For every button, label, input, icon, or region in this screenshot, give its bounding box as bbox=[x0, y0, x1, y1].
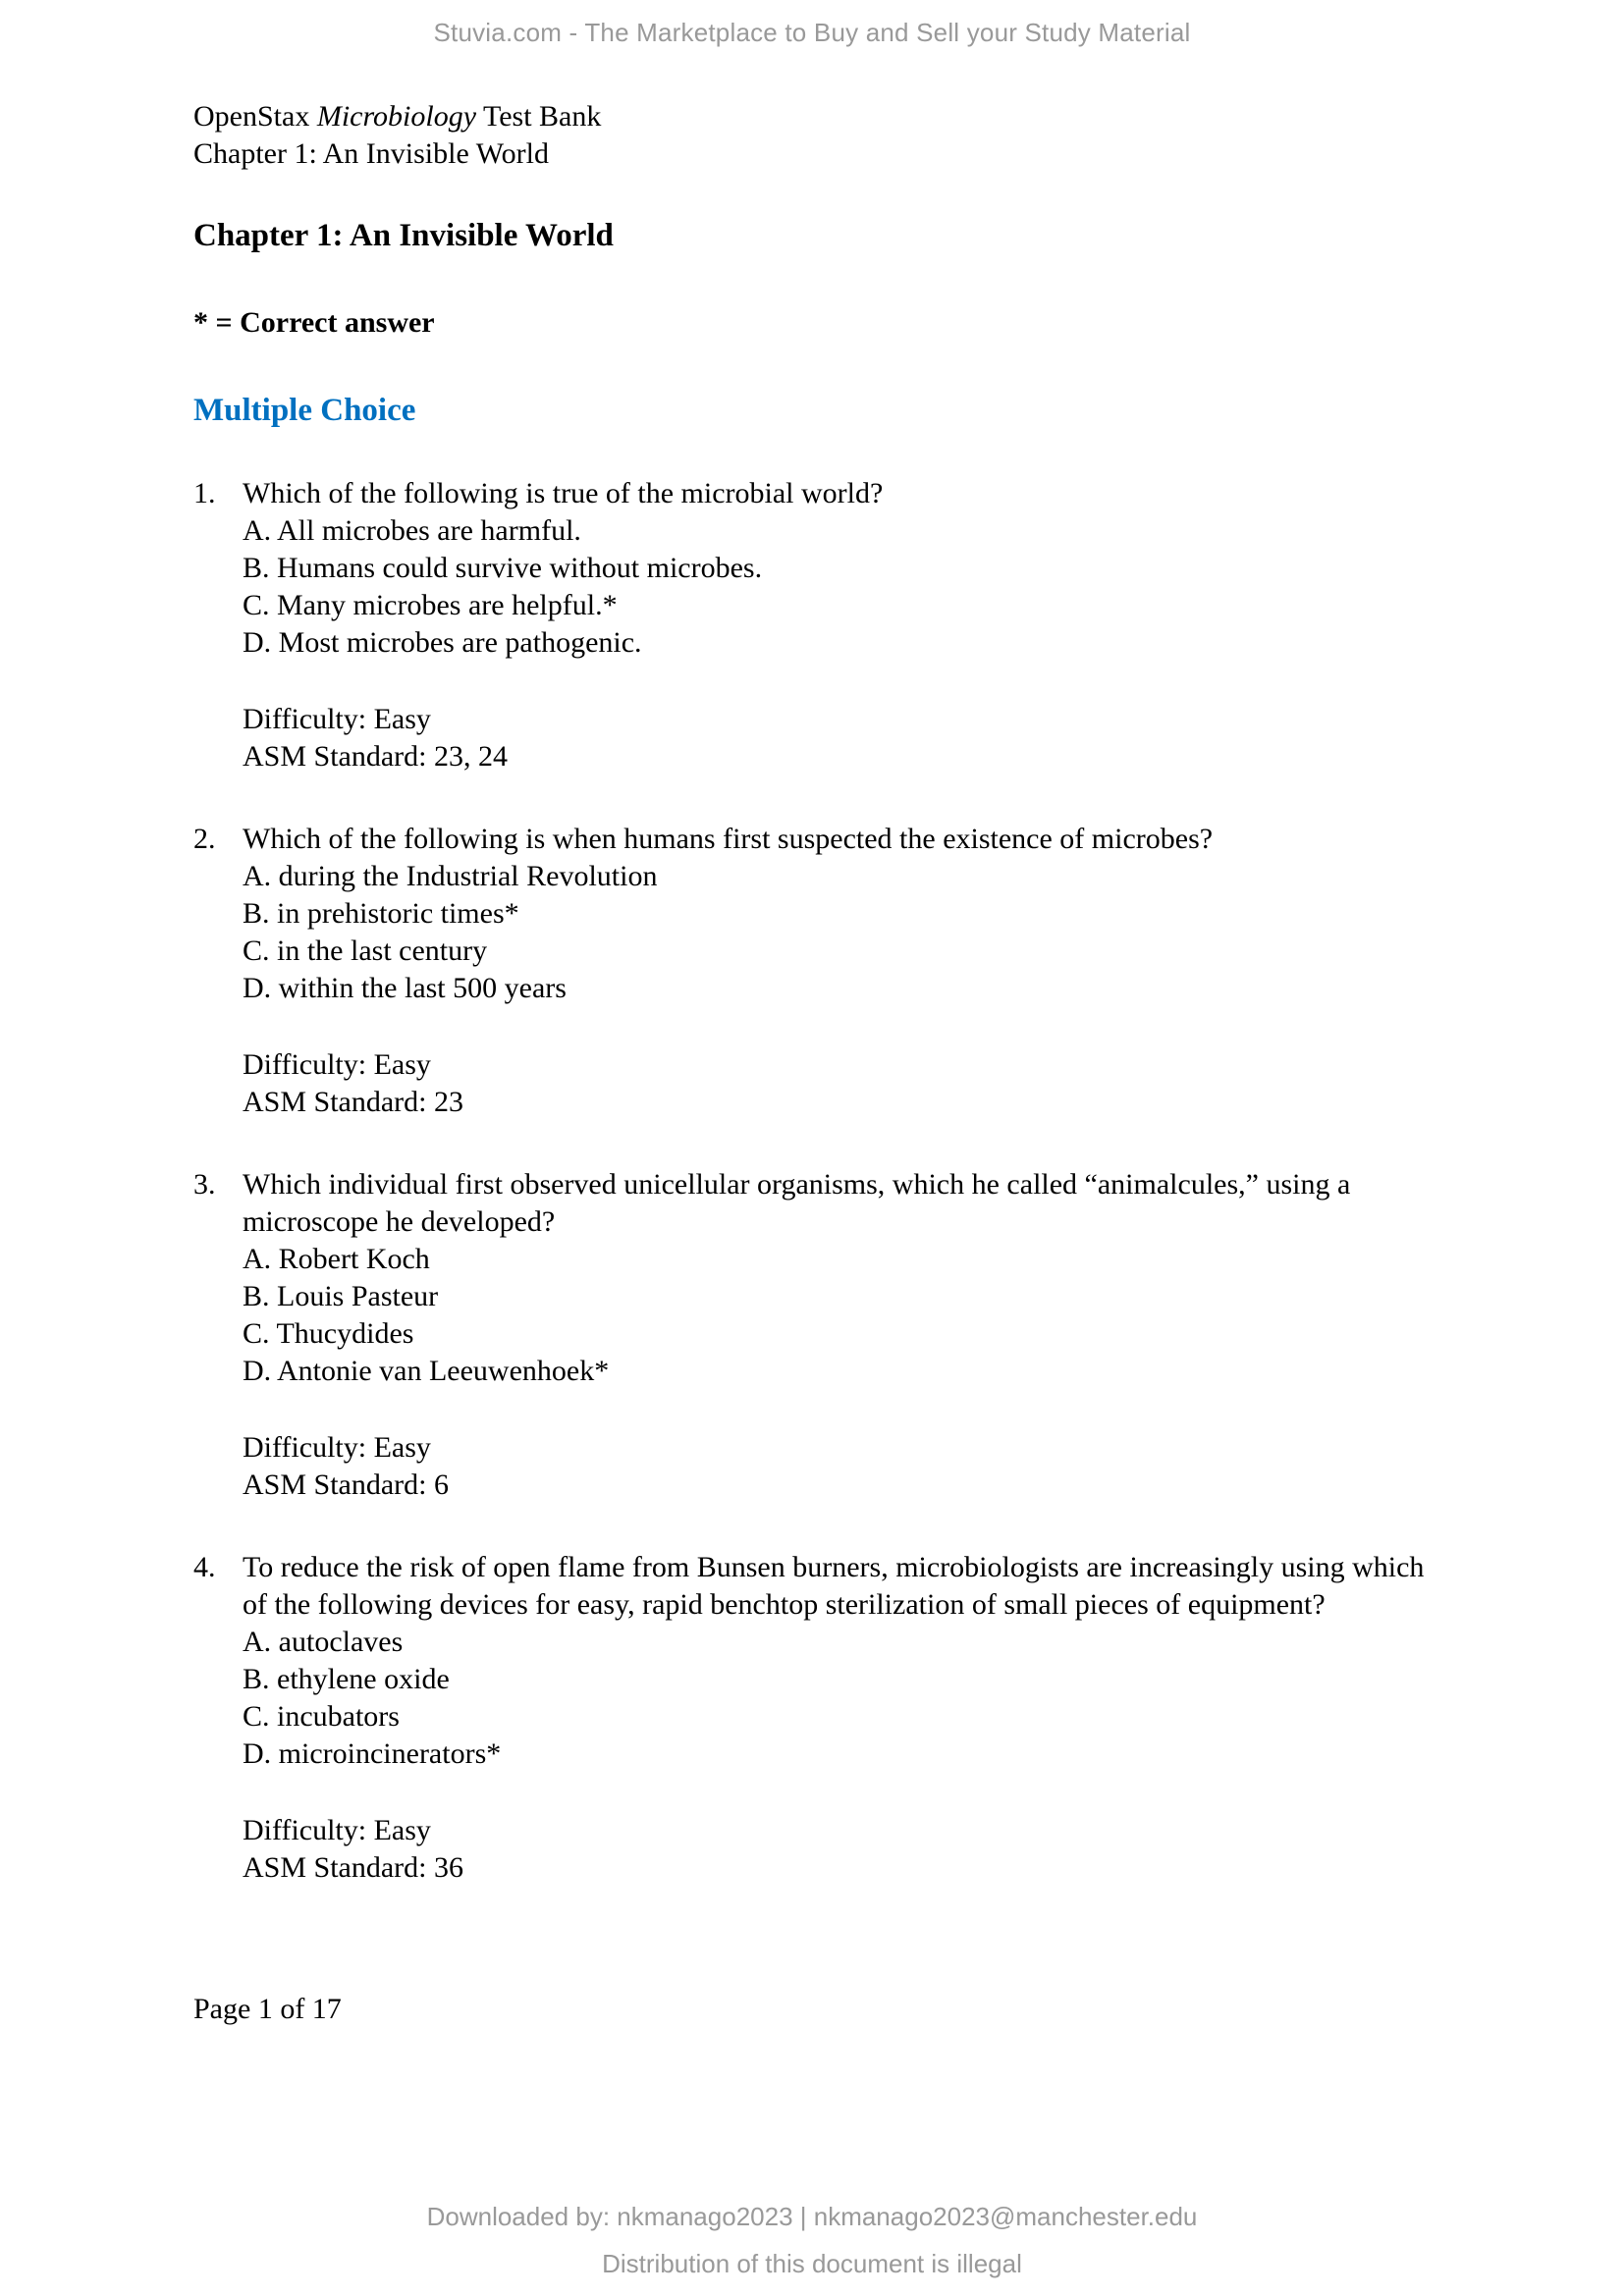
question-meta bbox=[243, 1046, 1450, 1121]
option-list bbox=[243, 1624, 1450, 1773]
difficulty: Difficulty: Easy bbox=[243, 1431, 431, 1464]
page-number: Page 1 of 17 bbox=[193, 1993, 342, 2025]
option: D. microincinerators* bbox=[243, 1737, 502, 1770]
asm-standard: ASM Standard: 36 bbox=[243, 1851, 463, 1884]
footer-distribution-notice: Distribution of this document is illegal bbox=[602, 2249, 1022, 2278]
question-meta bbox=[243, 1812, 1450, 1887]
option: A. during the Industrial Revolution bbox=[243, 860, 658, 892]
question-number: 3. bbox=[193, 1168, 216, 1201]
option-list bbox=[243, 1241, 1450, 1390]
question-number: 2. bbox=[193, 823, 216, 855]
question-number: 1. bbox=[193, 477, 216, 509]
option-list bbox=[243, 858, 1450, 1007]
chapter-heading: Chapter 1: An Invisible World bbox=[193, 218, 614, 253]
header-watermark: Stuvia.com - The Marketplace to Buy and Sell your Study Material bbox=[433, 18, 1191, 47]
option: C. in the last century bbox=[243, 934, 488, 967]
doc-title-prefix: OpenStax bbox=[193, 100, 317, 133]
question-text: Which of the following is when humans first suspected the existence of microbes? bbox=[243, 823, 1214, 855]
doc-title-italic: Microbiology bbox=[316, 100, 477, 133]
option: A. Robert Koch bbox=[243, 1243, 430, 1275]
question-text: Which of the following is true of the microbial world? bbox=[243, 477, 884, 509]
doc-title bbox=[193, 98, 1450, 173]
question-item bbox=[193, 1166, 1450, 1504]
section-heading: Multiple Choice bbox=[193, 393, 416, 428]
question-text: Which individual first observed unicellular organisms, which he called “animalcules,” using a microscope he developed? bbox=[243, 1168, 1351, 1238]
asm-standard: ASM Standard: 23 bbox=[243, 1086, 463, 1118]
doc-title-line-1 bbox=[193, 98, 1450, 135]
footer-watermark bbox=[0, 2202, 1624, 2279]
asm-standard: ASM Standard: 6 bbox=[243, 1468, 449, 1501]
question-meta bbox=[243, 1429, 1450, 1504]
question-item bbox=[193, 821, 1450, 1121]
option: A. autoclaves bbox=[243, 1626, 404, 1658]
option: D. Most microbes are pathogenic. bbox=[243, 626, 642, 659]
option: B. Humans could survive without microbes. bbox=[243, 552, 763, 584]
option: C. Many microbes are helpful.* bbox=[243, 589, 618, 621]
difficulty: Difficulty: Easy bbox=[243, 1048, 431, 1081]
question-item bbox=[193, 475, 1450, 775]
option-list bbox=[243, 512, 1450, 662]
option: B. Louis Pasteur bbox=[243, 1280, 439, 1312]
question-item bbox=[193, 1549, 1450, 1887]
doc-title-suffix: Test Bank bbox=[476, 100, 602, 133]
answer-key-note: * = Correct answer bbox=[193, 306, 435, 339]
option: B. in prehistoric times* bbox=[243, 897, 519, 930]
doc-title-line-2: Chapter 1: An Invisible World bbox=[193, 137, 549, 170]
option: B. ethylene oxide bbox=[243, 1663, 450, 1695]
page-content bbox=[193, 98, 1450, 1887]
question-meta bbox=[243, 701, 1450, 775]
question-list bbox=[193, 475, 1450, 1887]
question-number: 4. bbox=[193, 1551, 216, 1583]
footer-downloaded-by: Downloaded by: nkmanago2023 | nkmanago2023@manchester.edu bbox=[426, 2202, 1198, 2231]
option: C. Thucydides bbox=[243, 1317, 414, 1350]
option: D. within the last 500 years bbox=[243, 972, 567, 1004]
option: C. incubators bbox=[243, 1700, 400, 1733]
difficulty: Difficulty: Easy bbox=[243, 703, 431, 735]
question-text: To reduce the risk of open flame from Bunsen burners, microbiologists are increasingly using which of the following devices for easy, rapid benchtop sterilization of small pieces of equipment? bbox=[243, 1551, 1425, 1621]
option: D. Antonie van Leeuwenhoek* bbox=[243, 1355, 610, 1387]
option: A. All microbes are harmful. bbox=[243, 514, 581, 547]
asm-standard: ASM Standard: 23, 24 bbox=[243, 740, 508, 773]
difficulty: Difficulty: Easy bbox=[243, 1814, 431, 1846]
